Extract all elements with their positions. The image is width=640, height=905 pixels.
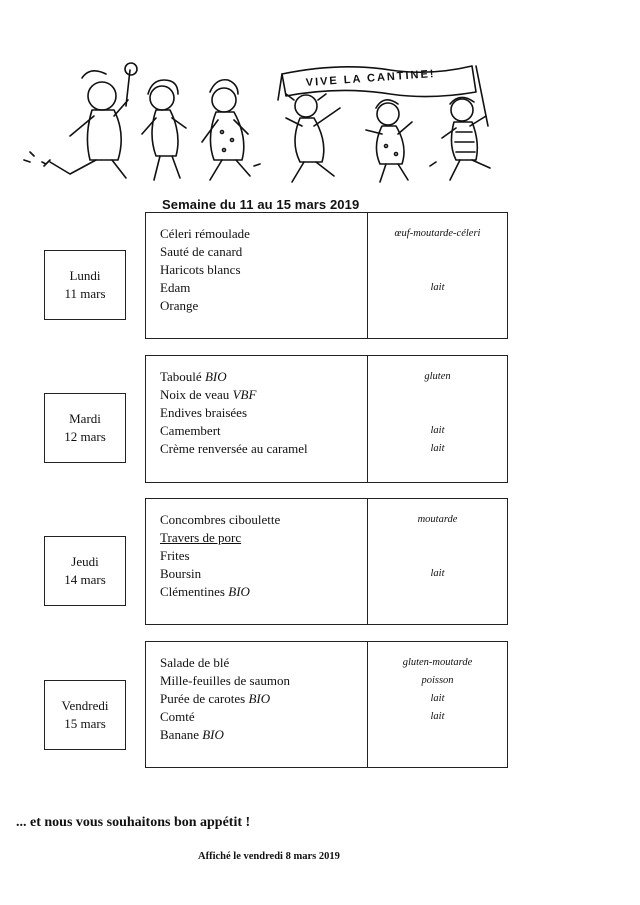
posted-date: Affiché le vendredi 8 mars 2019 <box>198 851 340 862</box>
day-date: 15 mars <box>64 716 106 731</box>
dish-item <box>160 512 280 528</box>
dish-item <box>160 369 227 385</box>
dish-name: Noix de veau <box>160 387 230 402</box>
dish-name: Comté <box>160 709 195 724</box>
allergen-note: lait <box>430 568 445 579</box>
dish-name: Boursin <box>160 566 202 581</box>
menu-box <box>145 212 508 339</box>
day-date: 12 mars <box>64 429 106 444</box>
dish-item <box>160 655 229 671</box>
dish-label-tag: BIO <box>202 727 224 742</box>
dish-name: Crème renversée au caramel <box>160 441 308 456</box>
dish-label-tag: BIO <box>204 369 227 384</box>
allergen-note: œuf-moutarde-céleri <box>394 228 481 239</box>
dish-item <box>160 530 241 546</box>
day-date: 11 mars <box>64 286 106 301</box>
dish-name: Haricots blancs <box>160 262 241 277</box>
dish-item <box>160 226 250 242</box>
dish-name: Frites <box>160 548 190 563</box>
dish-name: Céleri rémoulade <box>160 226 250 241</box>
dish-item <box>160 548 190 564</box>
dish-item <box>160 280 190 296</box>
dish-item <box>160 244 242 260</box>
dish-name: Camembert <box>160 423 221 438</box>
dish-item <box>160 584 250 600</box>
dish-item <box>160 566 201 582</box>
allergen-note: gluten <box>424 371 451 382</box>
dish-item <box>160 727 224 743</box>
day-name: Vendredi <box>61 698 109 713</box>
allergen-note: lait <box>430 282 445 293</box>
dish-name: Orange <box>160 298 199 313</box>
dish-name: Purée de carotes <box>160 691 246 706</box>
week-title: Semaine du 11 au 15 mars 2019 <box>162 197 360 212</box>
dish-name: Mille-feuilles de saumon <box>160 673 290 688</box>
dish-item <box>160 423 221 439</box>
dish-name: Banane <box>160 727 199 742</box>
dish-name: Concombres ciboulette <box>160 512 281 527</box>
dish-name: Sauté de canard <box>160 244 243 259</box>
banner-sign-text: VIVE LA CANTINE! <box>305 67 436 89</box>
menu-box <box>145 641 508 768</box>
day-name: Mardi <box>69 411 101 426</box>
allergen-note: poisson <box>421 675 454 686</box>
allergen-note: moutarde <box>417 514 458 525</box>
dish-label-tag: BIO <box>228 584 250 599</box>
dish-label-tag: VBF <box>232 387 257 402</box>
dish-item <box>160 441 308 457</box>
day-date: 14 mars <box>64 572 106 587</box>
cantine-illustration <box>10 56 510 191</box>
dish-name: Endives braisées <box>160 405 248 420</box>
closing-message: ... et nous vous souhaitons bon appétit ! <box>16 815 251 830</box>
dish-item <box>160 691 270 707</box>
day-label-box <box>44 680 126 750</box>
allergen-note: lait <box>430 693 445 704</box>
day-label-box <box>44 536 126 606</box>
menu-box <box>145 355 508 483</box>
dish-name: Salade de blé <box>160 655 230 670</box>
dish-name: Edam <box>160 280 191 295</box>
menu-box <box>145 498 508 625</box>
dish-item <box>160 709 195 725</box>
day-label-box <box>44 250 126 320</box>
dish-item <box>160 387 256 403</box>
allergen-note: lait <box>430 443 445 454</box>
day-name: Lundi <box>69 268 101 283</box>
dish-label-tag: BIO <box>248 691 271 706</box>
dish-name: Clémentines <box>160 584 225 599</box>
dish-item <box>160 673 290 689</box>
day-label-box <box>44 393 126 463</box>
dish-item <box>160 262 241 278</box>
allergen-note: lait <box>430 711 445 722</box>
dish-item <box>160 298 198 314</box>
allergen-note: gluten-moutarde <box>402 657 473 668</box>
dish-name: Taboulé <box>160 369 202 384</box>
allergen-note: lait <box>430 425 445 436</box>
dish-item <box>160 405 247 421</box>
dish-name: Travers de porc <box>160 530 242 545</box>
day-name: Jeudi <box>71 554 99 569</box>
